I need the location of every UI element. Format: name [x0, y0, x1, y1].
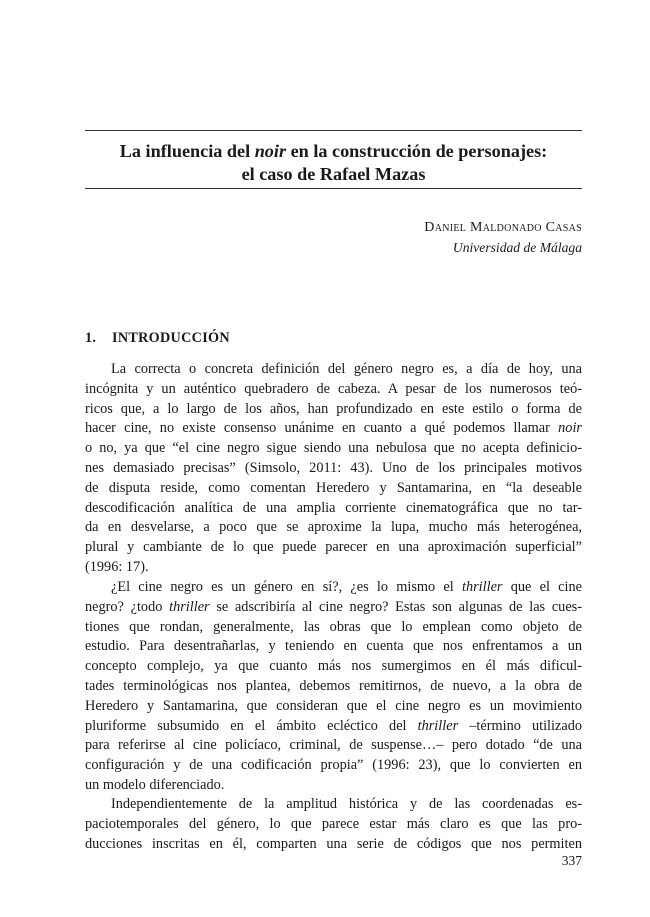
page-number: 337 [561, 853, 582, 868]
text-run: ricos que, a lo largo de los años, han profundizado en este estilo o forma de [85, 400, 582, 417]
italic-term: noir [558, 420, 582, 437]
text-line [85, 835, 582, 855]
text-line [85, 776, 582, 796]
text-line [85, 479, 582, 499]
italic-term: thriller [461, 579, 503, 595]
text-run: pluriforme subsumido en el ámbito ecléctico del [85, 717, 418, 734]
text-line [85, 598, 582, 618]
text-line [85, 518, 582, 538]
text-run: o no, ya que “el cine negro sigue siendo una nebulosa que no acepta definicio- [85, 440, 582, 457]
section-title: INTRODUCCIÓN [112, 330, 230, 346]
text-run: configuración y de una codificación propia” (1996: 23), que lo convierten en [85, 757, 582, 774]
text-run: estudio. Para desentrañarlas, y teniendo en cuenta que nos enfrentamos a un [85, 638, 582, 655]
text-run: Independientemente de la amplitud histórica y de las coordenadas es- [111, 796, 582, 812]
text-line [85, 380, 582, 400]
text-line [85, 459, 582, 479]
text-line [85, 419, 582, 439]
text-run: concepto complejo, ya que cuanto más nos sumergimos en él más dificul- [85, 658, 582, 675]
section-number: 1. [85, 330, 97, 346]
text-line [85, 400, 582, 420]
italic-term: thriller [417, 717, 459, 734]
paragraph-3 [85, 795, 582, 854]
text-run: –término utilizado [458, 717, 582, 734]
text-run: (1996: 17). [85, 558, 149, 575]
title-italic-word: noir [254, 141, 287, 161]
text-line [85, 736, 582, 756]
text-line [85, 439, 582, 459]
paragraph-1 [85, 360, 582, 578]
text-line [85, 815, 582, 835]
text-run: tades terminológicas nos plantea, debemos remitirnos, de nuevo, a la obra de [85, 677, 582, 694]
text-run: paciotemporales del género, lo que parece estar más claro es que las pro- [85, 815, 582, 832]
section-heading [85, 330, 230, 347]
text-line [85, 499, 582, 519]
text-run: nes demasiado precisas” (Simsolo, 2011: 43). Uno de los principales motivos [85, 459, 582, 476]
text-line [85, 697, 582, 717]
text-run: negro? ¿todo [85, 598, 170, 615]
paragraph-2 [85, 578, 582, 796]
text-line [85, 360, 582, 380]
text-run: da en desvelarse, a poco que se aproxime la lupa, mucho más heterogénea, [85, 519, 582, 536]
text-line [85, 618, 582, 638]
text-run: que el cine [502, 579, 582, 595]
text-run: La correcta o concreta definición del género negro es, a día de hoy, una [111, 361, 582, 377]
text-line [85, 717, 582, 737]
text-run: incógnita y un auténtico quebradero de cabeza. A pesar de los numerosos teó- [85, 380, 582, 397]
text-line [85, 795, 582, 815]
text-line [85, 538, 582, 558]
text-run: ¿El cine negro es un género en sí?, ¿es lo mismo el [111, 579, 462, 595]
text-run: un modelo diferenciado. [85, 776, 225, 793]
text-run: para referirse al cine policíaco, criminal, de suspense…– pero dotado “de una [85, 737, 582, 754]
text-run: Heredero y Santamarina, que consideran que el cine negro es un movimiento [85, 697, 582, 714]
text-line [85, 637, 582, 657]
text-run: de disputa reside, como comentan Heredero y Santamarina, en “la deseable [85, 479, 582, 496]
text-run: descodificación analítica de una amplia corriente cinematográfica que no tar- [85, 499, 582, 516]
author-affiliation: Universidad de Málaga [452, 240, 582, 255]
article-title [85, 140, 582, 186]
text-run: plural y cambiante de lo que puede parecer en una aproximación superficial” [85, 539, 582, 556]
text-line [85, 657, 582, 677]
text-line [85, 677, 582, 697]
author-name: Daniel Maldonado Casas [424, 220, 582, 235]
text-line [85, 558, 582, 578]
title-bottom-rule [85, 188, 582, 189]
text-run: tiones que rondan, generalmente, las obras que lo emplean como objeto de [85, 618, 582, 635]
text-line [85, 756, 582, 776]
text-run: se adscribiría al cine negro? Estas son algunas de las cues- [209, 598, 582, 615]
text-run: ducciones inscritas en él, comparten una serie de códigos que nos permiten [85, 835, 582, 852]
title-line-1: La influencia del noir en la construcción de personajes: [119, 141, 548, 161]
text-run: hacer cine, no existe consenso unánime en cuanto a qué podemos llamar [85, 420, 559, 437]
text-line [85, 578, 582, 598]
title-line-2: el caso de Rafael Mazas [241, 164, 426, 184]
italic-term: thriller [169, 598, 210, 615]
title-top-rule [85, 130, 582, 131]
